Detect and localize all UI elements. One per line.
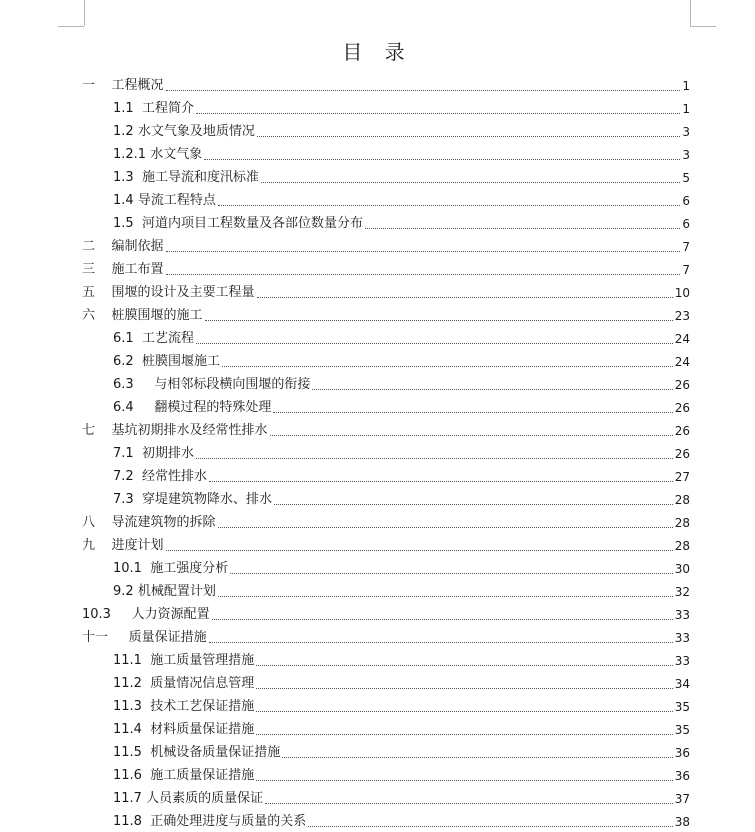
toc-entry[interactable] — [82, 464, 690, 487]
toc-title: 目 录 — [342, 40, 413, 64]
toc-entry-label: 机械设备质量保证措施 — [150, 745, 281, 760]
toc-entry-page-number: 33 — [674, 654, 690, 668]
toc-entry[interactable] — [82, 717, 690, 740]
toc-entry-number: 二 — [82, 239, 112, 254]
toc-entry[interactable] — [82, 349, 690, 372]
toc-entry-label: 施工强度分析 — [150, 561, 229, 576]
toc-entry[interactable] — [82, 119, 690, 142]
toc-entry[interactable] — [82, 303, 690, 326]
toc-entry-page-number: 24 — [674, 355, 690, 369]
toc-entry-label: 质量保证措施 — [128, 630, 207, 645]
toc-entry-page-number: 28 — [674, 516, 690, 530]
toc-entry-label: 与相邻标段横向围堰的衔接 — [154, 377, 311, 392]
toc-entry-label: 质量情况信息管理 — [150, 676, 255, 691]
toc-entry-number: 10.3 — [82, 607, 132, 622]
toc-entry-page-number: 37 — [674, 792, 690, 806]
toc-leader-dots — [256, 688, 672, 689]
toc-entry[interactable] — [82, 763, 690, 786]
toc-entry[interactable] — [82, 694, 690, 717]
toc-entry-page-number: 33 — [674, 631, 690, 645]
toc-leader-dots — [270, 435, 673, 436]
toc-entry-label: 导流建筑物的拆除 — [111, 515, 216, 530]
toc-entry-page-number: 33 — [674, 608, 690, 622]
toc-leader-dots — [274, 504, 673, 505]
toc-leader-dots — [257, 136, 681, 137]
toc-entry[interactable] — [82, 648, 690, 671]
toc-entry-page-number: 35 — [674, 700, 690, 714]
toc-entry-label: 施工导流和度汛标准 — [141, 170, 259, 185]
toc-entry-label: 人员素质的质量保证 — [146, 791, 264, 806]
toc-leader-dots — [265, 803, 673, 804]
toc-entry-label: 水文气象及地质情况 — [137, 124, 255, 139]
toc-entry-label: 进度计划 — [111, 538, 164, 553]
toc-leader-dots — [218, 205, 681, 206]
toc-entry[interactable] — [82, 257, 690, 280]
toc-entry-page-number: 32 — [674, 585, 690, 599]
toc-leader-dots — [205, 320, 673, 321]
toc-entry-number: 1.1 — [113, 101, 142, 116]
toc-entry[interactable] — [82, 487, 690, 510]
toc-entry-page-number: 7 — [682, 263, 690, 277]
toc-entry[interactable] — [82, 441, 690, 464]
toc-entry-label: 施工布置 — [111, 262, 164, 277]
toc-entry-number: 五 — [82, 285, 112, 300]
toc-entry-number: 1.5 — [113, 216, 142, 231]
toc-entry-label: 技术工艺保证措施 — [150, 699, 255, 714]
toc-entry-page-number: 26 — [674, 424, 690, 438]
toc-leader-dots — [166, 274, 681, 275]
toc-entry-page-number: 30 — [674, 562, 690, 576]
toc-leader-dots — [230, 573, 672, 574]
toc-entry-page-number: 28 — [674, 539, 690, 553]
toc-entry-label: 编制依据 — [111, 239, 164, 254]
toc-leader-dots — [166, 90, 681, 91]
crop-mark-top-left — [84, 0, 85, 26]
toc-entry-label: 导流工程特点 — [137, 193, 216, 208]
toc-entry[interactable] — [82, 418, 690, 441]
toc-entry-page-number: 3 — [682, 125, 690, 139]
toc-entry-page-number: 34 — [674, 677, 690, 691]
toc-entry[interactable] — [82, 395, 690, 418]
toc-entry-number: 11.5 — [113, 745, 151, 760]
crop-mark-top-right — [690, 26, 716, 27]
toc-entry-number: 7.1 — [113, 446, 142, 461]
toc-entry-page-number: 36 — [674, 746, 690, 760]
toc-entry-page-number: 35 — [674, 723, 690, 737]
toc-entry-number: 11.2 — [113, 676, 151, 691]
toc-leader-dots — [196, 458, 673, 459]
toc-entry-page-number: 10 — [674, 286, 690, 300]
toc-entry[interactable] — [82, 96, 690, 119]
toc-entry-label: 经常性排水 — [141, 469, 207, 484]
toc-entry-label: 桩膜围堰施工 — [141, 354, 220, 369]
toc-entry-number: 六 — [82, 308, 112, 323]
toc-leader-dots — [212, 619, 673, 620]
toc-entry-label: 水文气象 — [150, 147, 203, 162]
toc-entry-label: 施工质量管理措施 — [150, 653, 255, 668]
toc-leader-dots — [282, 757, 672, 758]
toc-entry-number: 6.1 — [113, 331, 142, 346]
toc-entry-number: 十一 — [82, 630, 129, 645]
toc-entry-page-number: 26 — [674, 447, 690, 461]
toc-leader-dots — [256, 665, 672, 666]
toc-leader-dots — [209, 642, 673, 643]
toc-entry[interactable] — [82, 188, 690, 211]
toc-entry-page-number: 28 — [674, 493, 690, 507]
toc-leader-dots — [257, 297, 673, 298]
toc-entry-number: 10.1 — [113, 561, 151, 576]
toc-entry-label: 机械配置计划 — [137, 584, 216, 599]
toc-entry-page-number: 23 — [674, 309, 690, 323]
toc-entry-page-number: 3 — [682, 148, 690, 162]
toc-leader-dots — [308, 826, 672, 827]
toc-entry-label: 材料质量保证措施 — [150, 722, 255, 737]
toc-leader-dots — [256, 711, 672, 712]
toc-entry-number: 三 — [82, 262, 112, 277]
toc-leader-dots — [312, 389, 672, 390]
toc-entry-label: 正确处理进度与质量的关系 — [150, 814, 307, 829]
toc-entry-number: 九 — [82, 538, 112, 553]
toc-entry-number: 11.3 — [113, 699, 151, 714]
toc-entry-number: 11.1 — [113, 653, 151, 668]
toc-entry-label: 翻模过程的特殊处理 — [154, 400, 272, 415]
toc-entry-label: 基坑初期排水及经常性排水 — [111, 423, 268, 438]
toc-entry[interactable] — [82, 234, 690, 257]
toc-entry[interactable] — [82, 786, 690, 809]
toc-entry-page-number: 1 — [682, 79, 690, 93]
toc-entry-number: 6.3 — [113, 377, 155, 392]
toc-leader-dots — [218, 596, 673, 597]
toc-entry-label: 围堰的设计及主要工程量 — [111, 285, 255, 300]
toc-entry-number: 1.4 — [113, 193, 138, 208]
toc-entry-number: 6.4 — [113, 400, 155, 415]
toc-leader-dots — [166, 251, 681, 252]
toc-leader-dots — [273, 412, 672, 413]
toc-entry-number: 11.8 — [113, 814, 151, 829]
toc-leader-dots — [256, 780, 672, 781]
toc-entry-page-number: 26 — [674, 378, 690, 392]
toc-entry[interactable] — [82, 602, 690, 625]
toc-leader-dots — [196, 113, 680, 114]
toc-entry-number: 1.2.1 — [113, 147, 151, 162]
toc-entry-page-number: 36 — [674, 769, 690, 783]
toc-entry-label: 工程概况 — [111, 78, 164, 93]
toc-entry[interactable] — [82, 556, 690, 579]
toc-entry[interactable] — [82, 326, 690, 349]
toc-entry-number: 11.4 — [113, 722, 151, 737]
toc-leader-dots — [222, 366, 673, 367]
toc-entry[interactable] — [82, 165, 690, 188]
toc-entry-label: 施工质量保证措施 — [150, 768, 255, 783]
toc-entry-label: 初期排水 — [141, 446, 194, 461]
toc-entry-label: 人力资源配置 — [131, 607, 210, 622]
toc-entry-number: 一 — [82, 78, 112, 93]
toc-entry-number: 1.3 — [113, 170, 142, 185]
toc-leader-dots — [196, 343, 673, 344]
toc-entry-page-number: 7 — [682, 240, 690, 254]
toc-entry-number: 7.3 — [113, 492, 142, 507]
toc-entry-number: 11.7 — [113, 791, 147, 806]
toc-entry-page-number: 27 — [674, 470, 690, 484]
toc-entry-number: 七 — [82, 423, 112, 438]
toc-entry-page-number: 24 — [674, 332, 690, 346]
toc-leader-dots — [166, 550, 673, 551]
toc-entry-number: 11.6 — [113, 768, 151, 783]
toc-leader-dots — [256, 734, 672, 735]
toc-entry-page-number: 38 — [674, 815, 690, 829]
toc-leader-dots — [218, 527, 673, 528]
toc-entry-page-number: 5 — [682, 171, 690, 185]
toc-entry-number: 7.2 — [113, 469, 142, 484]
toc-entry[interactable] — [82, 579, 690, 602]
toc-entry[interactable] — [82, 372, 690, 395]
toc-entry-number: 6.2 — [113, 354, 142, 369]
toc-entry-label: 穿堤建筑物降水、排水 — [141, 492, 272, 507]
toc-entry-page-number: 26 — [674, 401, 690, 415]
toc-entry-label: 桩膜围堰的施工 — [111, 308, 203, 323]
toc-entry[interactable] — [82, 142, 690, 165]
toc-entry[interactable] — [82, 211, 690, 234]
toc-entry[interactable] — [82, 280, 690, 303]
toc-entry[interactable] — [82, 740, 690, 763]
toc-entry-number: 八 — [82, 515, 112, 530]
toc-entry-label: 工艺流程 — [141, 331, 194, 346]
toc-leader-dots — [204, 159, 680, 160]
toc-entry-page-number: 1 — [682, 102, 690, 116]
toc-leader-dots — [209, 481, 673, 482]
toc-entry[interactable] — [82, 625, 690, 648]
toc-entry-page-number: 6 — [682, 194, 690, 208]
toc-leader-dots — [365, 228, 680, 229]
toc-entry-label: 工程简介 — [141, 101, 194, 116]
toc-entry[interactable] — [82, 533, 690, 556]
table-of-contents — [82, 73, 690, 832]
toc-leader-dots — [261, 182, 680, 183]
toc-entry-label: 河道内项目工程数量及各部位数量分布 — [141, 216, 363, 231]
crop-mark-top-left — [58, 26, 84, 27]
toc-entry[interactable] — [82, 510, 690, 533]
crop-mark-top-right — [690, 0, 691, 26]
toc-entry-number: 1.2 — [113, 124, 138, 139]
toc-entry-page-number: 6 — [682, 217, 690, 231]
toc-entry[interactable] — [82, 671, 690, 694]
toc-entry[interactable] — [82, 73, 690, 96]
toc-entry-number: 9.2 — [113, 584, 138, 599]
